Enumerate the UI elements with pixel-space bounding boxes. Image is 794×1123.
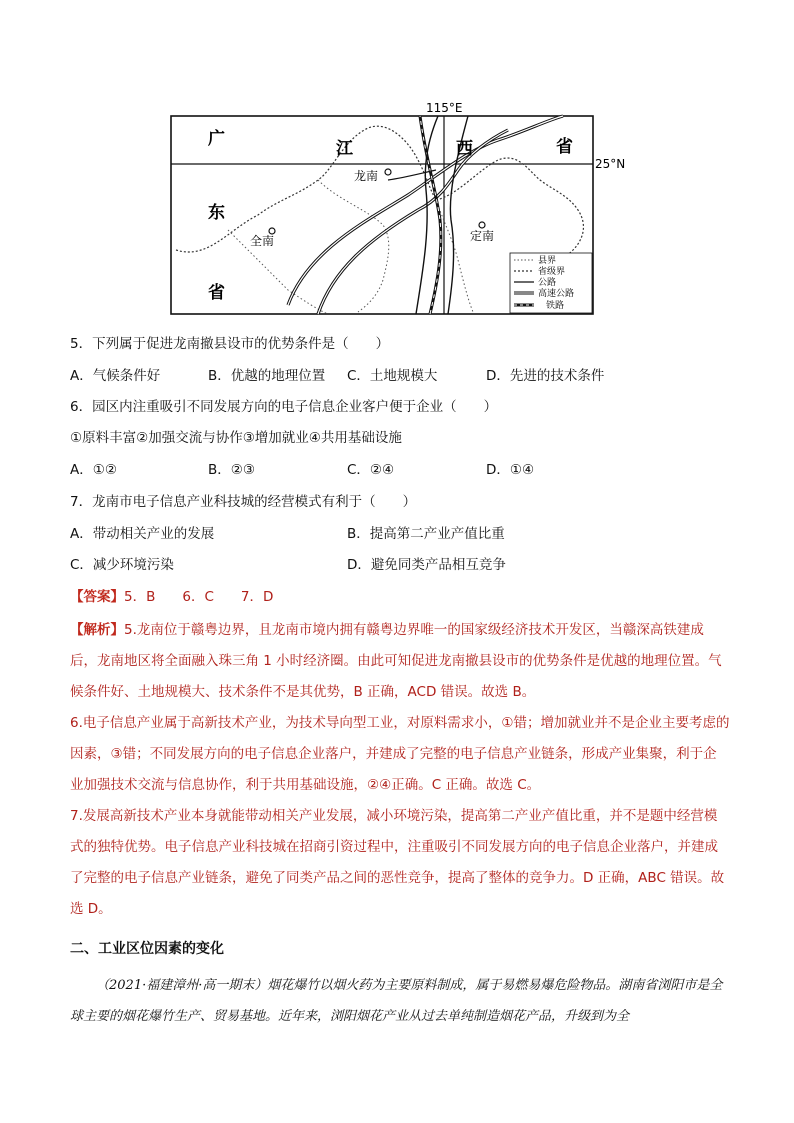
label-guang: 广 — [208, 129, 225, 149]
region-map — [168, 100, 638, 322]
q7-option-a: A．带动相关产业的发展 — [70, 526, 215, 542]
label-jiang: 江 — [336, 139, 353, 159]
analysis-block — [70, 615, 730, 925]
analysis-label: 【解析】 — [70, 622, 124, 638]
q7-option-c: C．减少环境污染 — [70, 557, 174, 573]
label-latitude: 25°N — [595, 157, 626, 171]
dingnan-point — [479, 222, 485, 228]
label-sheng-right: 省 — [556, 137, 573, 157]
q5-option-a: A．气候条件好 — [70, 368, 161, 384]
analysis-p3: 7.发展高新技术产业本身就能带动相关产业发展，减小环境污染，提高第二产业产值比重，并不是题中经营模式的独特优势。电子信息产业科技城在招商引资过程中，注重吸引不同发展方向的电子信息企业落户，并建成了完整的电子信息产业链条，避免了同类产品之间的恶性竞争，提高了整体的竞争力。D 正确，ABC 错误。故选 D。 — [70, 808, 725, 917]
q6-option-a: A．①② — [70, 462, 117, 478]
legend-county: 县界 — [538, 256, 557, 266]
analysis-p2: 6.电子信息产业属于高新技术产业，为技术导向型工业，对原料需求小，①错；增加就业并不是企业主要考虑的因素，③错；不同发展方向的电子信息企业落户，并建成了完整的电子信息产业链条，形成产业集聚，利于企业加强技术交流与信息协作，利于共用基础设施，②④正确。C 正确。故选 C。 — [70, 715, 730, 793]
label-quannan: 全南 — [250, 234, 275, 248]
legend-railway: 铁路 — [546, 301, 565, 311]
q7-option-d: D．避免同类产品相互竞争 — [347, 557, 506, 573]
answer-line — [70, 587, 273, 607]
q5-option-d: D．先进的技术条件 — [486, 368, 605, 384]
q5-option-b: B．优越的地理位置 — [208, 368, 326, 384]
legend-province: 省级界 — [538, 267, 566, 277]
answer-label: 【答案】 — [70, 589, 124, 605]
analysis-p1-text: 5.龙南位于赣粤边界，且龙南市境内拥有赣粤边界唯一的国家级经济技术开发区，当赣深高铁建成后，龙南地区将全面融入珠三角 1 小时经济圈。由此可知促进龙南撤县设市的优势条件是优越的地理位置。气候条件好、土地规模大、技术条件不是其优势，B 正确，ACD 错误。故选 B。 — [70, 622, 722, 700]
section-title: 二、工业区位因素的变化 — [70, 941, 224, 957]
label-longitude: 115°E — [426, 101, 463, 115]
label-dingnan: 定南 — [470, 229, 495, 243]
legend-highway: 高速公路 — [538, 289, 575, 299]
longnan-point — [385, 169, 391, 175]
label-dong: 东 — [208, 203, 225, 223]
q6-items: ①原料丰富②加强交流与协作③增加就业④共用基础设施 — [70, 430, 402, 446]
map-legend — [510, 253, 592, 313]
q6-option-d: D．①④ — [486, 462, 535, 478]
legend-road: 公路 — [538, 278, 557, 288]
q5-stem: 5．下列属于促进龙南撤县设市的优势条件是（ ） — [70, 336, 390, 352]
q6-option-b: B．②③ — [208, 462, 255, 478]
label-sheng-left: 省 — [208, 283, 225, 303]
label-longnan: 龙南 — [354, 169, 379, 183]
answer-text: 5．B 6．C 7．D — [124, 589, 274, 605]
intro-paragraph: （2021·福建漳州·高一期末）烟花爆竹以烟火药为主要原料制成，属于易燃易爆危险物品。湖南省浏阳市是全球主要的烟花爆竹生产、贸易基地。近年来，浏阳烟花产业从过去单纯制造烟花产品，升级到为全 — [70, 978, 723, 1024]
analysis-p1 — [70, 615, 730, 708]
q5-option-c: C．土地规模大 — [347, 368, 438, 384]
q7-stem: 7．龙南市电子信息产业科技城的经营模式有利于（ ） — [70, 494, 417, 510]
q6-stem: 6．园区内注重吸引不同发展方向的电子信息企业客户便于企业（ ） — [70, 399, 498, 415]
q6-option-c: C．②④ — [347, 462, 395, 478]
label-xi: 西 — [456, 139, 473, 159]
q7-option-b: B．提高第二产业产值比重 — [347, 526, 505, 542]
